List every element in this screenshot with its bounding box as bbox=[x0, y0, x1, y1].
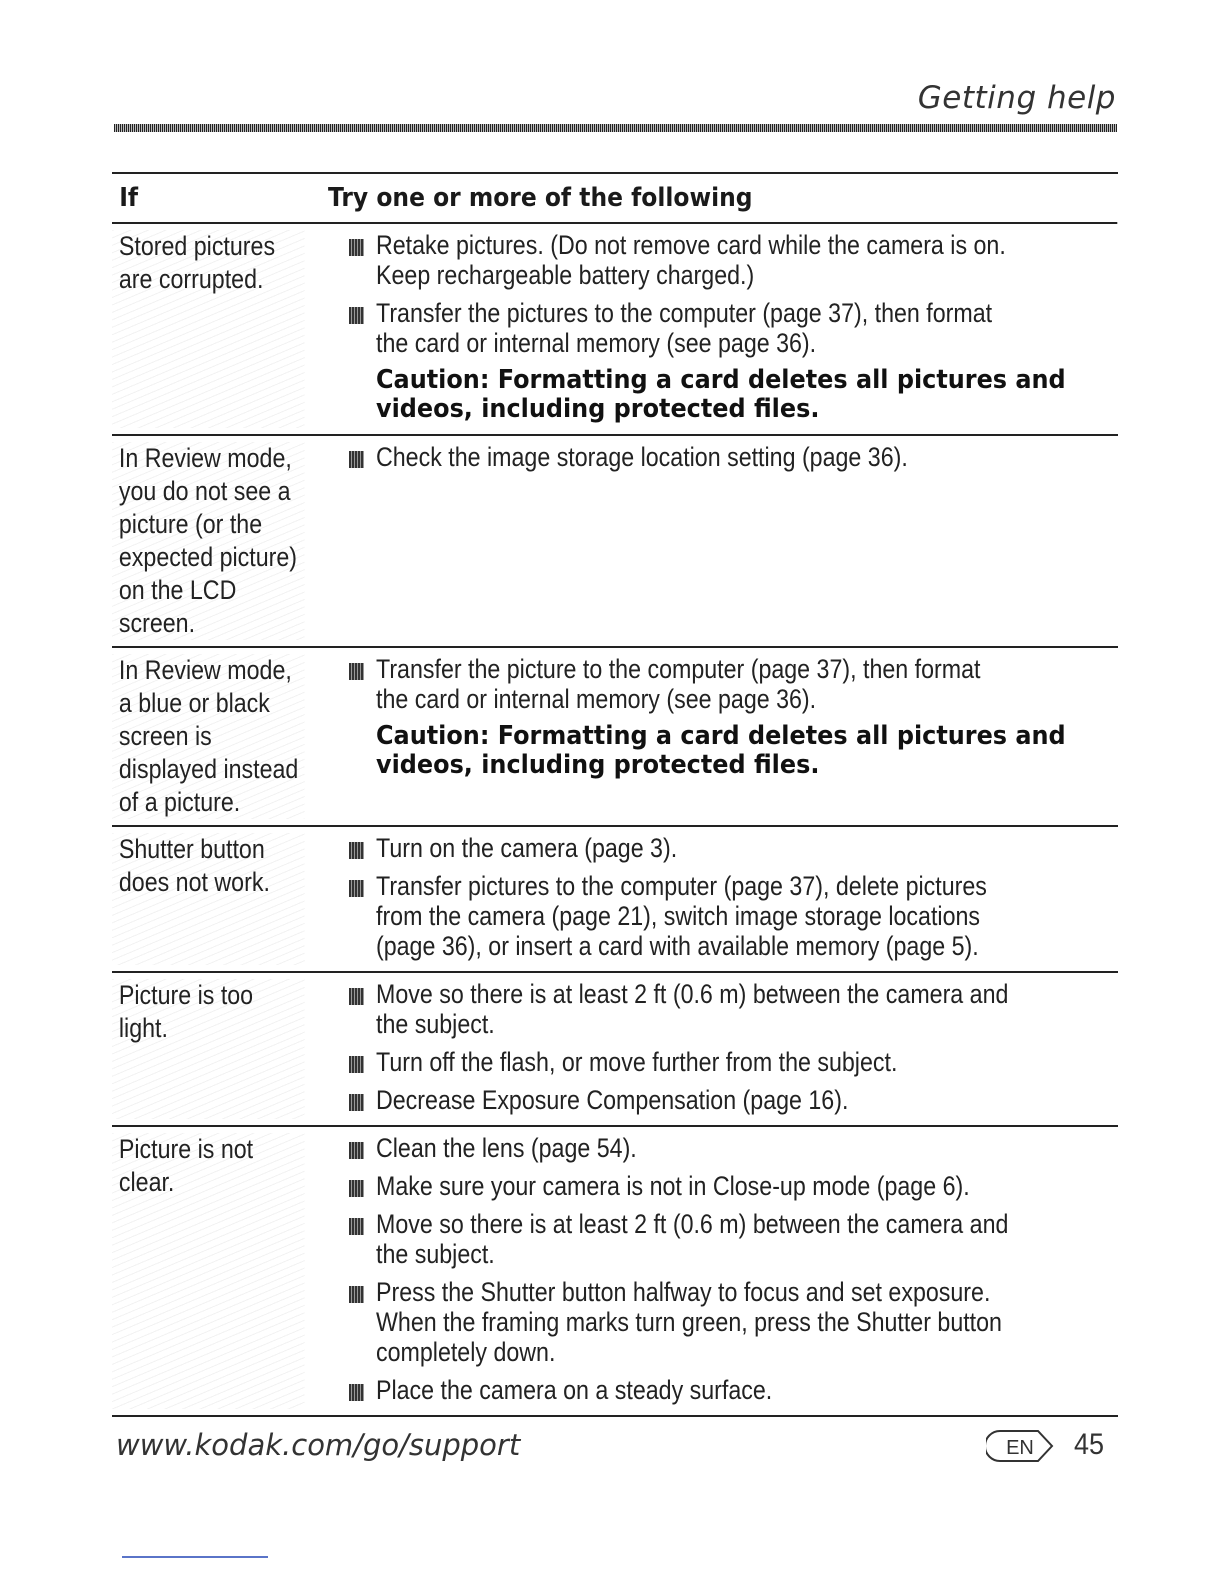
table-row bbox=[112, 827, 1118, 973]
page-number: 45 bbox=[1074, 1428, 1105, 1461]
solution-item bbox=[336, 1375, 1118, 1405]
solution-text: Transfer the picture to the computer (page 37), then format the card or internal memory (see page 36). bbox=[376, 654, 981, 714]
column-header-if: If bbox=[119, 183, 139, 213]
bullet-icon bbox=[349, 1218, 364, 1235]
solution-item bbox=[336, 979, 1118, 1039]
solution-text: Press the Shutter button halfway to focus and set exposure. When the framing marks turn green, press the Shutter button completely down. bbox=[376, 1277, 1002, 1367]
solution-text: Check the image storage location setting (page 36). bbox=[376, 442, 908, 472]
footer-link-underline bbox=[122, 1556, 268, 1558]
problem-condition: In Review mode, you do not see a picture (or the expected picture) on the LCD screen. bbox=[112, 442, 305, 640]
table-row bbox=[112, 973, 1118, 1127]
caution-note: Caution: Formatting a card deletes all pictures and videos, including protected files. bbox=[376, 721, 1066, 780]
solution-item bbox=[336, 442, 1118, 472]
bullet-icon bbox=[349, 1056, 364, 1073]
language-badge-label: EN bbox=[1006, 1437, 1034, 1459]
solution-text: Move so there is at least 2 ft (0.6 m) between the camera and the subject. bbox=[376, 979, 1009, 1039]
bullet-icon bbox=[349, 1094, 364, 1111]
solution-item bbox=[336, 833, 1118, 863]
bullet-icon bbox=[349, 1180, 364, 1197]
problem-condition: Picture is too light. bbox=[112, 979, 305, 1119]
bullet-icon bbox=[349, 842, 364, 859]
bullet-icon bbox=[349, 1142, 364, 1159]
solution-item bbox=[336, 654, 1118, 714]
bullet-icon bbox=[349, 451, 364, 468]
bullet-icon bbox=[349, 1384, 364, 1401]
column-header-try: Try one or more of the following bbox=[328, 183, 753, 213]
bullet-icon bbox=[349, 663, 364, 680]
solution-item bbox=[336, 1047, 1118, 1077]
solution-text: Place the camera on a steady surface. bbox=[376, 1375, 773, 1405]
solution-item bbox=[336, 230, 1118, 290]
solution-text: Turn on the camera (page 3). bbox=[376, 833, 678, 863]
caution-note: Caution: Formatting a card deletes all pictures and videos, including protected files. bbox=[376, 365, 1066, 424]
solution-item bbox=[336, 1133, 1118, 1163]
solution-item bbox=[336, 1209, 1118, 1269]
problem-condition: Picture is not clear. bbox=[112, 1133, 305, 1409]
table-body bbox=[112, 224, 1118, 1417]
section-title: Getting help bbox=[917, 80, 1116, 116]
problem-condition: Shutter button does not work. bbox=[112, 833, 305, 965]
solution-list bbox=[336, 979, 1118, 1119]
troubleshooting-table bbox=[112, 172, 1118, 1417]
solution-item bbox=[336, 298, 1118, 358]
table-row bbox=[112, 648, 1118, 827]
solution-text: Turn off the flash, or move further from the subject. bbox=[376, 1047, 898, 1077]
solution-item bbox=[336, 1085, 1118, 1115]
solution-text: Transfer the pictures to the computer (page 37), then format the card or internal memory (see page 36). bbox=[376, 298, 993, 358]
solution-text: Move so there is at least 2 ft (0.6 m) between the camera and the subject. bbox=[376, 1209, 1009, 1269]
table-row bbox=[112, 436, 1118, 648]
solution-item bbox=[336, 871, 1118, 961]
bullet-icon bbox=[349, 307, 364, 324]
solution-list bbox=[336, 442, 1118, 640]
solution-item bbox=[336, 1277, 1118, 1367]
solution-text: Decrease Exposure Compensation (page 16). bbox=[376, 1085, 849, 1115]
language-badge-icon bbox=[986, 1428, 1056, 1464]
bullet-icon bbox=[349, 1286, 364, 1303]
solution-list bbox=[336, 654, 1118, 819]
table-header bbox=[112, 174, 1117, 224]
header-rule bbox=[114, 124, 1117, 132]
table-row bbox=[112, 1127, 1118, 1417]
table-row bbox=[112, 224, 1118, 436]
solution-list bbox=[336, 833, 1118, 965]
problem-condition: Stored pictures are corrupted. bbox=[112, 230, 305, 428]
bullet-icon bbox=[349, 239, 364, 256]
bullet-icon bbox=[349, 988, 364, 1005]
bullet-icon bbox=[349, 880, 364, 897]
solution-list bbox=[336, 1133, 1118, 1409]
solution-list bbox=[336, 230, 1118, 428]
problem-condition: In Review mode, a blue or black screen is displayed instead of a picture. bbox=[112, 654, 305, 819]
solution-text: Make sure your camera is not in Close-up mode (page 6). bbox=[376, 1171, 970, 1201]
solution-item bbox=[336, 1171, 1118, 1201]
solution-text: Transfer pictures to the computer (page 37), delete pictures from the camera (page 21), switch image storage locations (page 36), or insert a card with available memory (page 5). bbox=[376, 871, 987, 961]
support-url: www.kodak.com/go/support bbox=[116, 1428, 521, 1462]
solution-text: Clean the lens (page 54). bbox=[376, 1133, 637, 1163]
solution-text: Retake pictures. (Do not remove card while the camera is on. Keep rechargeable battery charged.) bbox=[376, 230, 1006, 290]
